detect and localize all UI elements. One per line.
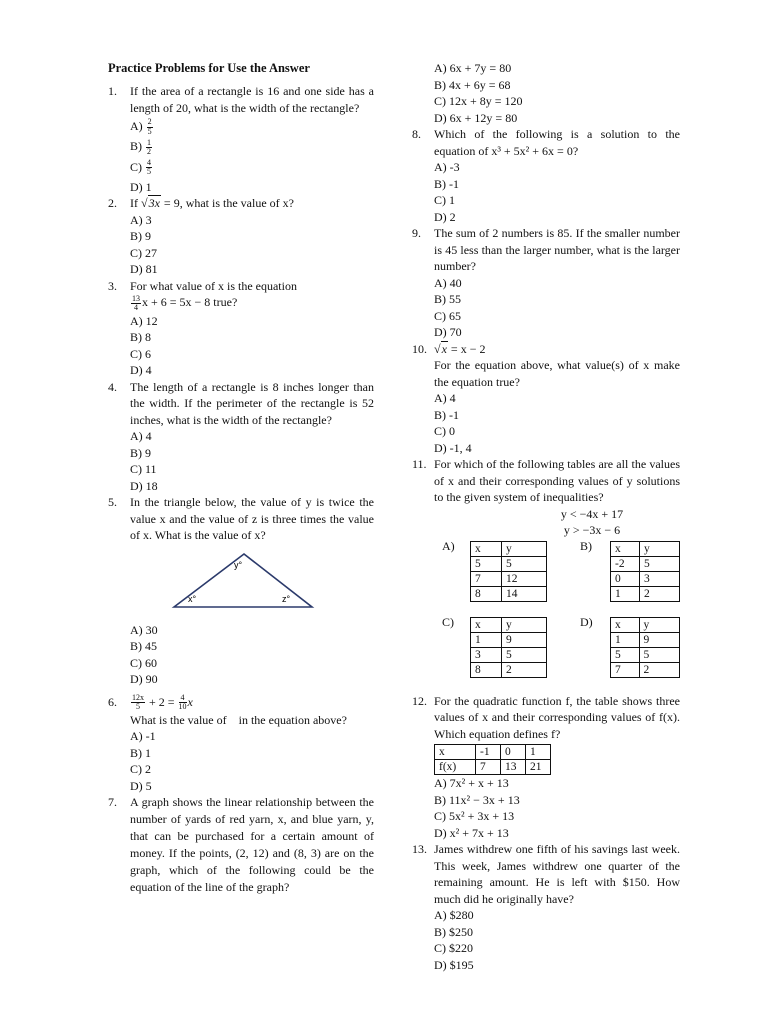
option-b: B) 45 [130,639,157,653]
table-cell: 5 [502,647,547,662]
option-d: D) x² + 7x + 13 [434,825,509,840]
option-a: A) 4 [434,391,456,405]
option-d: D) 18 [130,478,158,493]
table-cell: 0 [611,571,640,586]
equation: $\frac{12x}{5}$ + 2 = $\frac{4}{10}$ x [132,692,193,712]
option-d: D) 1 [130,179,152,194]
table-cell: x [471,541,502,556]
question-stem: For the equation above, what value(s) of x make the equation true? [434,358,680,389]
option-d: D) -1, 4 [434,440,472,455]
table-cell: 3 [471,647,502,662]
table-cell: y [639,617,679,632]
equation: $\frac{13}{4}$ x + 6 = 5x − 8 true? [132,293,238,312]
option-a: A) 12 [130,313,158,328]
page-title: Practice Problems for Use the Answer [108,61,310,75]
table-cell: 7 [471,571,502,586]
table-row [471,541,547,556]
question-stem: The sum of 2 numbers is 85. If the smaller number is 45 less than the larger number, what is the larger number? [434,226,680,273]
option-b: B) 9 [130,445,151,460]
option-a: A) 4 [130,429,152,443]
equation: √x = x − 2 [434,341,486,356]
option-b: B) 11x² − 3x + 13 [434,792,520,807]
right-column [412,60,680,973]
table-pair [412,539,680,615]
option-a: A) $280 [434,908,474,922]
fraction: $\frac{13}{4}$ [132,293,140,312]
table-cell: 9 [639,632,679,647]
option-c: C) 27 [130,245,157,260]
option-d: D) 81 [130,262,158,277]
table-row [611,617,680,632]
table-cell: 3 [639,571,679,586]
xy-table [470,541,547,602]
fraction: $\frac{12x}{5}$ [132,692,144,712]
left-column [108,60,374,896]
question-stem: Which of the following is a solution to the equation of x³ + 5x² + 6x = 0? [434,127,680,158]
option-c: C) 6 [130,346,151,361]
table-row [471,571,547,586]
table-row: x -1 0 1 [435,745,551,760]
option-c: C) 12x + 8y = 120 [434,94,523,108]
table-cell: 1 [471,632,502,647]
option-d: D) $195 [434,957,474,972]
table-option-label: C) [442,614,454,629]
table-row [471,647,547,662]
option-a: A) -3 [434,160,460,174]
question-number: 7. [108,795,117,810]
table-cell: 2 [639,586,679,601]
angle-x-label: x° [188,593,197,604]
table-cell: 7 [611,662,640,677]
table-cell: y [502,617,547,632]
table-cell: 2 [639,662,679,677]
option-c: C) 1 [434,193,455,207]
question-number: 1. [108,84,117,98]
question-stem: For what value of x is the equation [130,278,297,293]
question-12 [412,693,680,842]
question-stem: If √3x = 9, what is the value of x? [130,196,294,211]
question-stem: For the quadratic function f, the table shows three values of x and their corresponding values of f(x). Which equation defines f? [434,693,680,741]
question-1 [108,83,374,195]
table-cell: 1 [611,632,640,647]
radicand: x [441,341,447,356]
option-b: B) $250 [434,924,473,939]
table-cell: 5 [502,556,547,571]
table-cell: 2 [502,662,547,677]
table-pair [412,615,680,691]
question-7-options [412,60,680,126]
question-number: 11. [412,457,427,471]
option-d: D) 90 [130,672,158,686]
option-a: A) 3 [130,212,152,227]
table-cell: 5 [639,647,679,662]
table-row [611,541,680,556]
table-cell: 12 [502,571,547,586]
question-number: 4. [108,379,117,394]
option-c: C) 65 [434,308,461,323]
option-c: C) 11 [130,462,157,476]
angle-y-label: y° [234,559,243,570]
angle-z-label: z° [282,593,291,604]
option-c: C) 5x² + 3x + 13 [434,809,515,823]
table-row [611,662,680,677]
table-cell: x [611,617,640,632]
question-4 [108,379,374,495]
table-cell: 8 [471,662,502,677]
question-number: 3. [108,278,117,293]
question-stem: For which of the following tables are all the values of x and their corresponding values of y solutions to the given system of inequalities? [434,457,680,504]
option-b: B) 4x + 6y = 68 [434,77,511,92]
option-a: A) 30 [130,622,158,637]
table-row [611,571,680,586]
question-6 [108,694,374,795]
table-cell: 14 [502,586,547,601]
table-row [471,556,547,571]
table-row [611,647,680,662]
answer-tables [412,539,680,691]
option-b: B) 9 [130,229,151,244]
option-b: B) $\frac{1}{2}$ [130,137,151,156]
option-a: A) 7x² + x + 13 [434,776,509,790]
question-3 [108,278,374,379]
question-5 [108,494,374,688]
question-2 [108,195,374,278]
option-a: A) 6x + 7y = 80 [434,61,512,75]
option-b: B) -1 [434,176,459,191]
xy-table [610,541,680,602]
table-cell: y [502,541,547,556]
question-number: 8. [412,127,421,141]
table-cell: -2 [611,556,640,571]
triangle-figure [168,550,318,616]
question-9 [412,225,680,341]
question-7 [108,794,374,896]
question-number: 13. [412,842,427,856]
option-d: D) 2 [434,209,456,224]
option-b: B) 8 [130,330,151,344]
fraction: $\frac{4}{10}$ [178,692,187,712]
question-number: 12. [412,693,427,708]
table-cell: 1 [611,586,640,601]
option-c: C) 2 [130,762,151,777]
table-row [611,556,680,571]
function-table [434,744,551,775]
table-row [611,632,680,647]
question-number: 6. [108,694,117,709]
option-b: B) -1 [434,407,459,422]
inequality-2: y > −3x − 6 [563,523,621,537]
option-d: D) 6x + 12y = 80 [434,110,518,125]
table-cell: 5 [639,556,679,571]
table-cell: 5 [471,556,502,571]
option-d: D) 4 [130,363,152,377]
question-11 [412,456,680,539]
option-d: D) 5 [130,778,152,793]
question-13 [412,841,680,973]
table-cell: 5 [611,647,640,662]
table-cell: x [611,541,640,556]
table-cell: x [471,617,502,632]
option-d: D) 70 [434,325,462,339]
table-option-label: A) [442,538,455,553]
option-b: B) 55 [434,292,461,306]
xy-table [470,617,547,678]
table-row [471,632,547,647]
question-8 [412,126,680,225]
table-cell: 9 [502,632,547,647]
option-a: A) -1 [130,729,156,744]
option-c: C) 0 [434,424,455,438]
option-c: C) $\frac{4}{5}$ [130,157,151,177]
radicand: 3x [148,196,160,211]
question-number: 9. [412,226,421,240]
question-stem: In the triangle below, the value of y is twice the value x and the value of z is three times the value of x. What is the value of x? [130,495,374,542]
option-a: A) 40 [434,275,462,290]
question-stem: What is the value of in the equation above? [130,712,347,727]
fraction: $\frac{4}{5}$ [147,157,151,177]
question-stem: A graph shows the linear relationship between the number of yards of red yarn, x, and blue yarn, y, that can be purchased for a certain amount of money. If the points, (2, 12) and (8, 3) are on the graph, which of the following could be the equation of the line of the graph? [130,795,374,895]
question-stem: James withdrew one fifth of his savings last week. This week, James withdrew one quarter of the remaining amount. He is left with $150. How much did he originally have? [434,842,680,906]
table-option-label: B) [580,538,592,553]
fraction: $\frac{1}{2}$ [147,137,151,156]
table-cell: 8 [471,586,502,601]
question-stem: The length of a rectangle is 8 inches longer than the width. If the perimeter of the rectangle is 52 inches, what is the width of the rectangle? [130,379,374,427]
option-a: A) $\frac{2}{5}$ [130,117,152,136]
inequality-1: y < −4x + 17 [560,506,624,521]
table-row: f(x) 7 13 21 [435,760,551,775]
table-cell: y [639,541,679,556]
option-c: C) 60 [130,655,157,670]
table-row [611,586,680,601]
question-10 [412,341,680,457]
table-option-label: D) [580,614,593,629]
question-stem: If the area of a rectangle is 16 and one side has a length of 20, what is the width of the rectangle? [130,84,374,115]
table-row [471,617,547,632]
question-number: 10. [412,341,427,356]
question-number: 2. [108,196,117,211]
xy-table [610,617,680,678]
fraction: $\frac{2}{5}$ [147,117,152,136]
table-row [471,586,547,601]
table-row [471,662,547,677]
question-number: 5. [108,495,117,509]
option-b: B) 1 [130,745,151,760]
option-c: C) $220 [434,941,473,955]
